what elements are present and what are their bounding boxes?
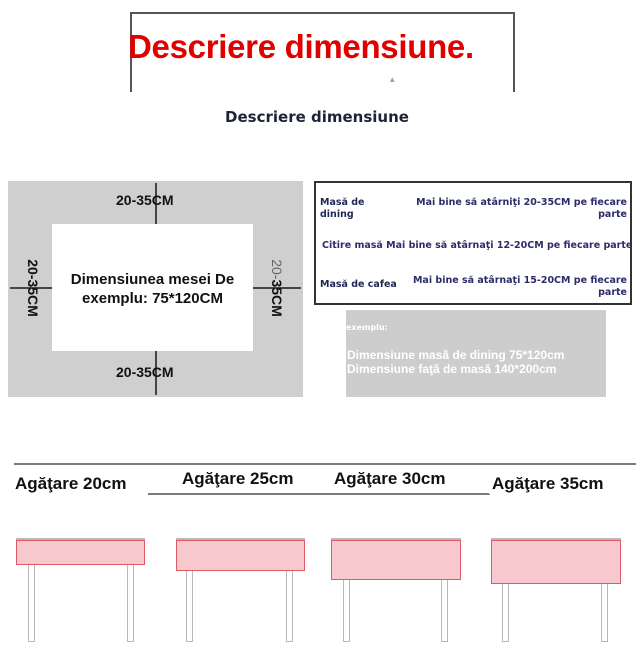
- table-size-caption: [52, 270, 253, 308]
- dim-label-top: 20-35CM: [116, 192, 174, 208]
- row-desc: Mai bine să atârnaţi 15-20CM pe fiecare parte: [412, 275, 627, 298]
- hang-label-25: Agăţare 25cm: [179, 469, 297, 489]
- tablecloth-30: [331, 540, 461, 580]
- table-leg: [601, 580, 608, 642]
- row-name: Masă de cafea: [320, 279, 397, 290]
- table-leg: [441, 576, 448, 642]
- example-label: exemplu:: [346, 323, 388, 332]
- row-desc: Citire masă Mai bine să atârnaţi 12-20CM pe fiecare parte: [322, 240, 633, 251]
- row-name: Masă de dining: [320, 197, 365, 220]
- dim-label-left-text: 20-35CM: [25, 259, 41, 317]
- hang-label-20: Agăţare 20cm: [12, 474, 130, 494]
- dim-label-right-bold: 35CM: [269, 279, 285, 317]
- tablecloth-25: [176, 540, 305, 571]
- hang-label-35: Agăţare 35cm: [489, 474, 607, 494]
- dim-label-right-light: 20-: [269, 259, 285, 280]
- table-row: [316, 197, 630, 223]
- hanging-info-table: [314, 181, 632, 305]
- page-title: Descriere dimensiune.: [128, 28, 474, 65]
- table-size-line1: Dimensiunea mesei De: [70, 271, 235, 288]
- tablecloth-35: [491, 540, 621, 584]
- table-leg: [127, 562, 134, 642]
- table-leg: [28, 562, 35, 642]
- section-subtitle: Descriere dimensiune: [225, 108, 409, 126]
- dim-label-bottom: 20-35CM: [116, 364, 174, 380]
- table-leg: [343, 576, 350, 642]
- table-leg: [286, 566, 293, 642]
- divider-line-bottom: [148, 493, 490, 495]
- row-desc: Mai bine să atârniţi 20-35CM pe fiecare parte: [416, 197, 627, 220]
- divider-line-top: [14, 463, 636, 465]
- table-leg: [502, 580, 509, 642]
- dim-label-right: [251, 250, 303, 326]
- tablecloth-20: [16, 540, 145, 565]
- table-size-line2: exemplu: 75*120CM: [82, 290, 223, 307]
- example-line-1: Dimensiune masă de dining 75*120cm: [347, 348, 565, 362]
- example-line-2: Dimensiune faţă de masă 140*200cm: [347, 362, 557, 376]
- hang-label-30: Agăţare 30cm: [331, 469, 449, 489]
- table-leg: [186, 566, 193, 642]
- decor-dot: ▴: [390, 75, 395, 85]
